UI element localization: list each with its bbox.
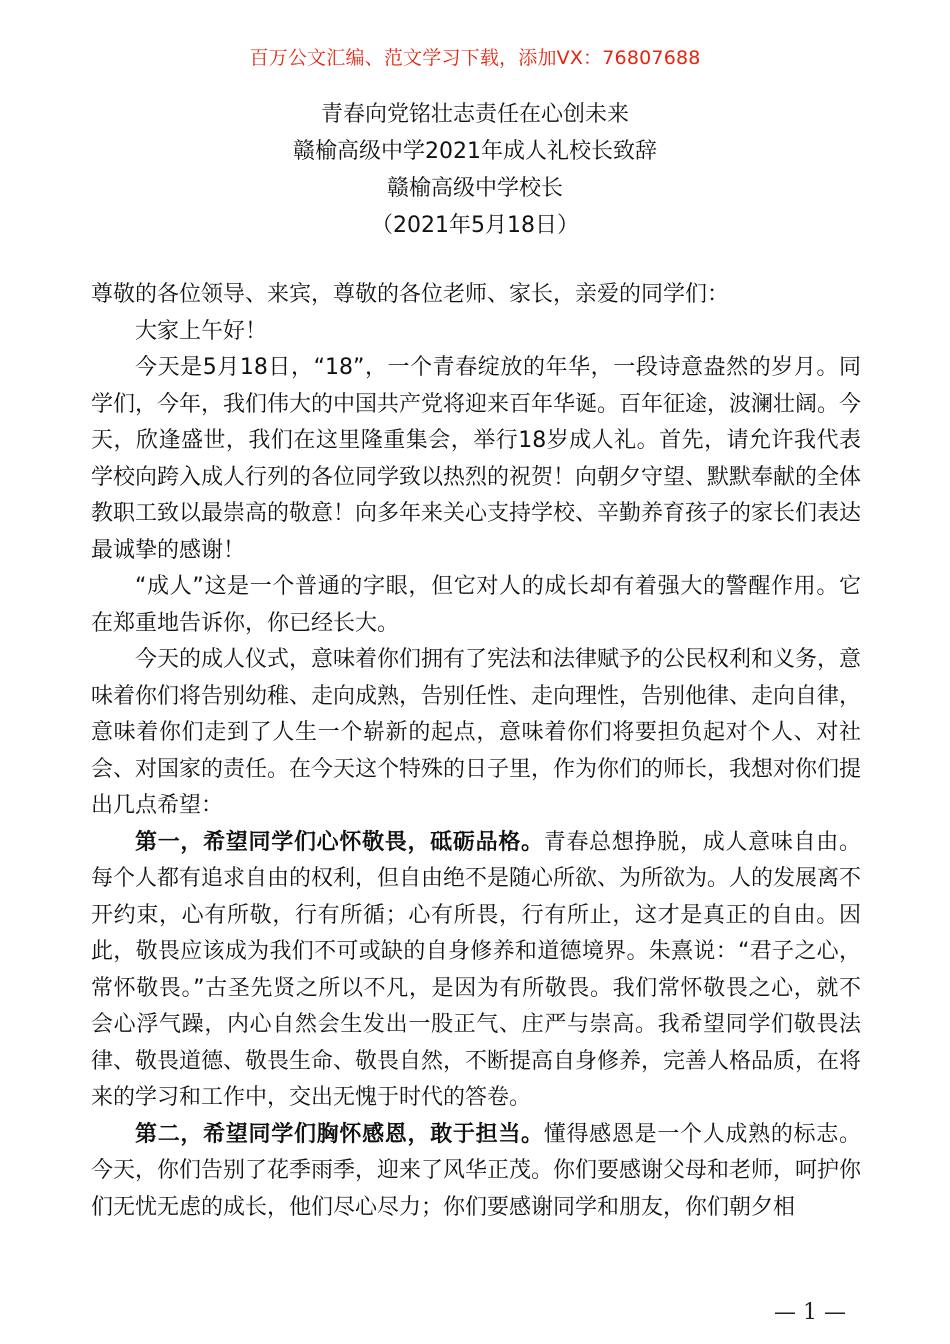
- paragraph-2: “成人”这是一个普通的字眼，但它对人的成长却有着强大的警醒作用。它在郑重地告诉你，你已经长大。: [91, 574, 861, 636]
- paragraph-1: 今天是5月18日，“18”，一个青春绽放的年华，一段诗意盎然的岁月。同学们，今年，我们伟大的中国共产党将迎来百年华诞。百年征途，波澜壮阔。今天，欣逢盛世，我们在这里隆重集会，举行18岁成人礼。首先，请允许我代表学校向跨入成人行列的各位同学致以热烈的祝贺！向朝夕守望、默默奉献的全体教职工致以最崇高的敬意！向多年来关心支持学校、辛勤养育孩子的家长们表达最诚挚的感谢！: [91, 355, 862, 563]
- paragraph-5-text: 懂得感恩是一个人成熟的标志。今天，你们告别了花季雨季，迎来了风华正茂。你们要感谢父母和老师，呵护你们无忧无虑的成长，他们尽心尽力；你们要感谢同学和朋友，你们朝夕相: [91, 1121, 862, 1220]
- page-number: — 1 —: [774, 1300, 846, 1325]
- paragraph-3: 今天的成人仪式，意味着你们拥有了宪法和法律赋予的公民权利和义务，意味着你们将告别幼稚、走向成熟，告别任性、走向理性，告别他律、走向自律，意味着你们走到了人生一个崭新的起点，意味着你们将要担负起对个人、对社会、对国家的责任。在今天这个特殊的日子里，作为你们的师长，我想对你们提出几点希望：: [91, 647, 862, 818]
- paragraph-4-heading: 第一，希望同学们心怀敬畏，砥砺品格。: [135, 829, 544, 855]
- watermark-banner: 百万公文汇编、范文学习下载，添加VX：76807688: [249, 47, 701, 69]
- salutation: 尊敬的各位领导、来宾，尊敬的各位老师、家长，亲爱的同学们：: [91, 282, 730, 307]
- greeting: 大家上午好！: [135, 318, 268, 344]
- document-date: （2021年5月18日）: [371, 213, 579, 238]
- document-header: [0, 96, 950, 244]
- document-body: [91, 277, 861, 1226]
- paragraph-5: [91, 1117, 861, 1227]
- document-title: 青春向党铭壮志责任在心创未来: [320, 102, 629, 127]
- paragraph-4: [91, 825, 861, 1117]
- document-subtitle: 赣榆高级中学2021年成人礼校长致辞: [293, 139, 657, 164]
- paragraph-4-text: 青春总想挣脱，成人意味自由。每个人都有追求自由的权利，但自由绝不是随心所欲、为所欲为。人的发展离不开约束，心有所敬，行有所循；心有所畏，行有所止，这才是真正的自由。因此，敬畏应该成为我们不可或缺的自身修养和道德境界。朱熹说：“君子之心，常怀敬畏。”古圣先贤之所以不凡，是因为有所敬畏。我们常怀敬畏之心，就不会心浮气躁，内心自然会生发出一股正气、庄严与崇高。我希望同学们敬畏法律、敬畏道德、敬畏生命、敬畏自然，不断提高自身修养，完善人格品质，在将来的学习和工作中，交出无愧于时代的答卷。: [91, 829, 862, 1110]
- document-author: 赣榆高级中学校长: [386, 176, 563, 201]
- paragraph-5-heading: 第二，希望同学们胸怀感恩，敢于担当。: [135, 1121, 544, 1147]
